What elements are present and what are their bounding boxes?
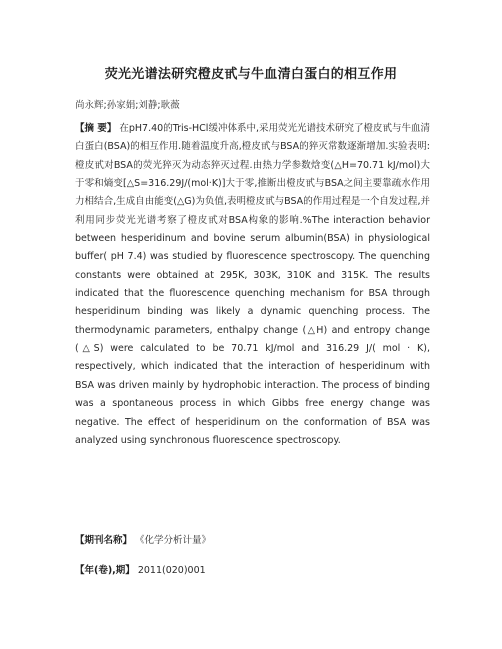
journal-label: 【期刊名称】 bbox=[75, 535, 133, 546]
journal-name: 《化学分析计量》 bbox=[135, 535, 212, 546]
abstract-english: The interaction behavior between hesperidinum and bovine serum albumin(BSA) in physiological buffer( pH 7.4) was studied by fluorescence spectroscopy. The quenching constants were obtained at 295K, 303K, 310K and 315K. The results indicated that the fluorescence quenching mechanism for BSA through hesperidinum binding was likely a dynamic quenching process. The thermodynamic parameters, enthalpy change (△H) and entropy change (△S) were calculated to be 70.71 kJ/mol and 316.29 J/( mol · K), respectively, which indicated that the interaction of hesperidinum with BSA was driven mainly by hydrophobic interaction. The process of binding was a spontaneous process in which Gibbs free energy change was negative. The effect of hesperidinum on the conformation of BSA was analyzed using synchronous fluorescence spectroscopy. bbox=[75, 214, 430, 446]
volume-issue-value: 2011(020)001 bbox=[137, 565, 206, 576]
abstract-label: 【摘 要】 bbox=[75, 123, 117, 134]
volume-issue-line bbox=[75, 562, 206, 576]
volume-issue-label: 【年(卷),期】 bbox=[75, 565, 135, 576]
author-list: 尚永辉;孙家娟;刘静;耿薇 bbox=[75, 100, 180, 111]
paper-title: 荧光光谱法研究橙皮甙与牛血清白蛋白的相互作用 bbox=[104, 67, 398, 82]
journal-line bbox=[75, 532, 211, 546]
abstract-chinese: 在pH7.40的Tris-HCl缓冲体系中,采用荧光光谱技术研究了橙皮甙与牛血清白蛋白(BSA)的相互作用.随着温度升高,橙皮甙与BSA的猝灭常数逐渐增加.实验表明:橙皮甙对BSA的荧光猝灭为动态猝灭过程.由热力学参数焓变(△H=70.71 kJ/mol)大于零和熵变[△S=316.29J/(mol·K)]大于零,推断出橙皮甙与BSA之间主要靠疏水作用力相结合,生成自由能变(△G)为负值,表明橙皮甙与BSA的作用过程是一个自发过程,并利用同步荧光光谱考察了橙皮甙对BSA构象的影响.% bbox=[75, 123, 431, 226]
abstract-block bbox=[75, 120, 430, 450]
